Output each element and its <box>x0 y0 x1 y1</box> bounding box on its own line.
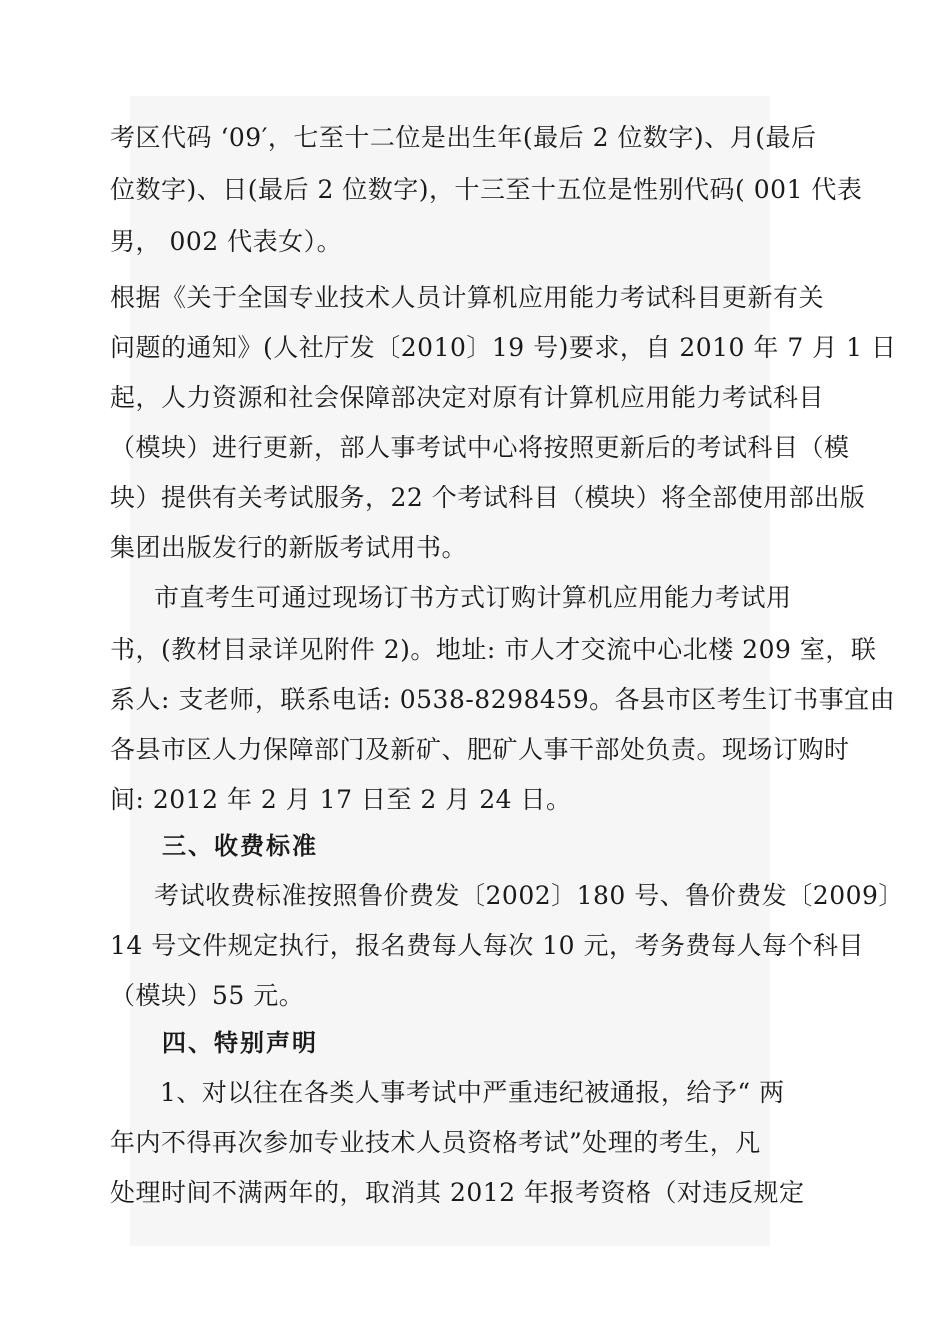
paragraph-line: 男， 002 代表女）。 <box>110 227 343 256</box>
paragraph-line: 根据《关于全国专业技术人员计算机应用能力考试科目更新有关 <box>110 283 825 312</box>
paragraph-line: 块）提供有关考试服务，22 个考试科目（模块）将全部使用部出版 <box>110 483 866 512</box>
paragraph-line: 集团出版发行的新版考试用书。 <box>110 533 468 562</box>
paragraph-line: 年内不得再次参加专业技术人员资格考试”处理的考生，凡 <box>110 1128 761 1157</box>
section-heading-notice: 四、特别声明 <box>162 1029 318 1057</box>
paragraph-line: 系人: 支老师，联系电话: 0538-8298459。各县市区考生订书事宜由 <box>110 685 896 714</box>
paragraph-line: 各县市区人力保障部门及新矿、肥矿人事干部处负责。现场订购时 <box>110 735 850 764</box>
paragraph-line: （模块）55 元。 <box>110 981 305 1010</box>
paragraph-line: 14 号文件规定执行，报名费每人每次 10 元，考务费每人每个科目 <box>110 931 864 960</box>
paragraph-line: （模块）进行更新，部人事考试中心将按照更新后的考试科目（模 <box>110 433 850 462</box>
paragraph-line: 处理时间不满两年的，取消其 2012 年报考资格（对违反规定 <box>110 1178 805 1207</box>
paragraph-line: 间: 2012 年 2 月 17 日至 2 月 24 日。 <box>110 785 572 814</box>
paragraph-line: 位数字)、日(最后 2 位数字)，十三至十五位是性别代码( 001 代表 <box>110 175 863 204</box>
paragraph-line: 书，(教材目录详见附件 2)。地址: 市人才交流中心北楼 209 室，联 <box>110 635 877 664</box>
paragraph-line: 问题的通知》(人社厅发〔2010〕19 号)要求，自 2010 年 7 月 1 日 <box>110 333 897 362</box>
paragraph-line: 市直考生可通过现场订书方式订购计算机应用能力考试用 <box>154 583 792 612</box>
section-heading-fees: 三、收费标准 <box>162 832 318 860</box>
paragraph-line: 考试收费标准按照鲁价费发〔2002〕180 号、鲁价费发〔2009〕 <box>154 881 904 910</box>
paragraph-line: 考区代码 ‘09′，七至十二位是出生年(最后 2 位数字)、月(最后 <box>110 123 817 152</box>
paragraph-line: 1、对以往在各类人事考试中严重违纪被通报，给予“ 两 <box>160 1078 785 1107</box>
paragraph-line: 起，人力资源和社会保障部决定对原有计算机应用能力考试科目 <box>110 383 825 412</box>
